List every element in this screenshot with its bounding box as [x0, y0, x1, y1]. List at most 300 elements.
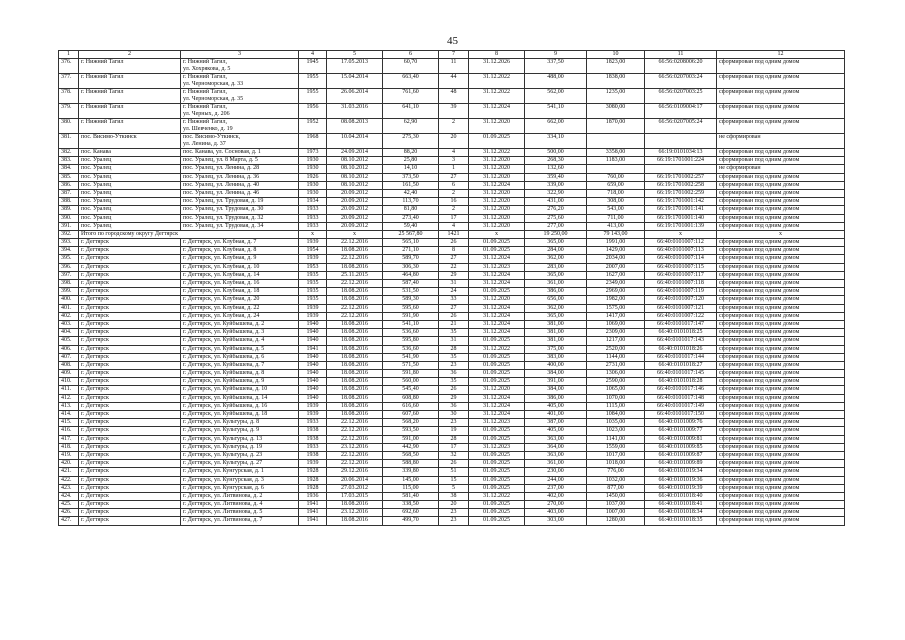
table-cell: г. Дегтярск: [79, 320, 181, 328]
table-cell: 22.12.2016: [327, 427, 383, 435]
table-cell: 589,30: [383, 296, 439, 304]
table-cell: 421.: [59, 468, 79, 476]
table-cell: сформирован под одним домом: [717, 345, 845, 353]
table-row: [59, 263, 845, 271]
table-cell: 20: [439, 134, 469, 149]
page-number: 45: [447, 35, 458, 47]
table-cell: 01.09.2025: [469, 476, 525, 484]
table-cell: 365,00: [525, 271, 587, 279]
table-cell: 08.10.2012: [327, 173, 383, 181]
table-cell: 568,50: [383, 451, 439, 459]
table-cell: пос. Канава, ул. Сосновая, д. 1: [181, 149, 299, 157]
table-cell: 571,50: [383, 361, 439, 369]
table-cell: 379.: [59, 104, 79, 119]
table-cell: сформирован под одним домом: [717, 206, 845, 214]
table-cell: 18.08.2016: [327, 411, 383, 419]
table-cell: г. Нижний Тагил, ул. Хохрякова, д. 5: [181, 59, 299, 74]
table-cell: 361,00: [525, 280, 587, 288]
table-cell: 381,00: [525, 329, 587, 337]
table-cell: 31.12.2024: [469, 271, 525, 279]
table-row: [59, 165, 845, 173]
table-cell: 1930: [299, 157, 327, 165]
table-cell: 1627,00: [587, 271, 645, 279]
table-cell: 66:40:0101007:118: [645, 280, 717, 288]
housing-registry-table: [58, 50, 845, 526]
table-cell: г. Дегтярск: [79, 460, 181, 468]
table-cell: сформирован под одним домом: [717, 157, 845, 165]
table-row: [59, 222, 845, 230]
table-cell: 1417,00: [587, 312, 645, 320]
table-cell: 3358,00: [587, 149, 645, 157]
table-cell: пос. Уралец, ул. Ленина, д. 28: [181, 165, 299, 173]
table-cell: 18.08.2016: [327, 263, 383, 271]
table-cell: 18.08.2016: [327, 296, 383, 304]
table-row: [59, 361, 845, 369]
table-cell: г. Дегтярск, ул. Культуры, д. 27: [181, 460, 299, 468]
table-cell: 595,60: [383, 304, 439, 312]
table-cell: г. Дегтярск: [79, 239, 181, 247]
table-cell: 1935: [299, 296, 327, 304]
table-cell: сформирован под одним домом: [717, 280, 845, 288]
table-cell: г. Нижний Тагил: [79, 59, 181, 74]
table-cell: 1032,00: [587, 476, 645, 484]
table-cell: г. Нижний Тагил: [79, 119, 181, 134]
table-cell: 31.12.2023: [469, 263, 525, 271]
table-cell: 400,00: [525, 361, 587, 369]
table-cell: г. Дегтярск, ул. Клубная, д. 24: [181, 312, 299, 320]
table-cell: 20.09.2012: [327, 198, 383, 206]
table-row: [59, 89, 845, 104]
table-cell: г. Нижний Тагил, ул. Черных, д. 206: [181, 104, 299, 119]
table-cell: г. Дегтярск: [79, 353, 181, 361]
table-cell: 28: [439, 435, 469, 443]
table-cell: 17.03.2015: [327, 492, 383, 500]
table-cell: 3080,00: [587, 104, 645, 119]
table-cell: 1069,00: [587, 320, 645, 328]
table-cell: 373,50: [383, 173, 439, 181]
table-cell: пос. Уралец, ул. Ленина, д. 46: [181, 189, 299, 197]
table-cell: 499,70: [383, 517, 439, 525]
table-row: [59, 271, 845, 279]
table-cell: 08.10.2012: [327, 165, 383, 173]
table-cell: 20: [439, 501, 469, 509]
table-cell: 1183,00: [587, 157, 645, 165]
table-cell: 1217,00: [587, 337, 645, 345]
table-cell: 113,70: [383, 198, 439, 206]
table-cell: 401,00: [525, 411, 587, 419]
table-cell: сформирован под одним домом: [717, 460, 845, 468]
table-cell: 414.: [59, 411, 79, 419]
table-cell: сформирован под одним домом: [717, 312, 845, 320]
table-cell: сформирован под одним домом: [717, 149, 845, 157]
table-cell: г. Дегтярск, ул. Культуры, д. 8: [181, 419, 299, 427]
table-cell: 08.10.2012: [327, 157, 383, 165]
table-cell: 81,80: [383, 206, 439, 214]
table-cell: 591,00: [383, 435, 439, 443]
table-cell: 270,00: [525, 501, 587, 509]
table-cell: 1933: [299, 222, 327, 230]
table-cell: 29: [439, 394, 469, 402]
table-cell: 31.12.2020: [469, 214, 525, 222]
table-cell: 66:56:0109004:17: [645, 104, 717, 119]
table-cell: 426.: [59, 509, 79, 517]
table-cell: 1941: [299, 501, 327, 509]
table-cell: г. Нижний Тагил, ул. Черноморская, д. 35: [181, 89, 299, 104]
table-cell: 22.12.2016: [327, 451, 383, 459]
table-cell: 25 567,80: [383, 230, 439, 238]
table-cell: г. Дегтярск: [79, 411, 181, 419]
table-cell: 66:19:1701001:224: [645, 157, 717, 165]
table-cell: 66:40:0101009:77: [645, 427, 717, 435]
table-row: [59, 59, 845, 74]
table-cell: 591,90: [383, 312, 439, 320]
column-number-cell: 2: [79, 51, 181, 59]
table-cell: сформирован под одним домом: [717, 89, 845, 104]
table-cell: 424.: [59, 492, 79, 500]
table-cell: 66:56:0207003:25: [645, 89, 717, 104]
table-cell: сформирован под одним домом: [717, 181, 845, 189]
table-cell: 01.09.2025: [469, 451, 525, 459]
table-row: [59, 119, 845, 134]
table-cell: 377.: [59, 74, 79, 89]
table-cell: 1940: [299, 361, 327, 369]
table-cell: 66:40:0101018:27: [645, 361, 717, 369]
table-cell: 25.11.2015: [327, 271, 383, 279]
table-cell: 66:40:0101019:34: [645, 468, 717, 476]
table-cell: 2: [439, 189, 469, 197]
table-cell: 1280,00: [587, 517, 645, 525]
table-cell: 31.12.2024: [469, 181, 525, 189]
table-cell: г. Дегтярск, ул. Куйбышева, д. 10: [181, 386, 299, 394]
table-cell: г. Дегтярск, ул. Клубная, д. 9: [181, 255, 299, 263]
table-cell: 32: [439, 451, 469, 459]
table-cell: 2590,00: [587, 378, 645, 386]
table-cell: 66:19:0101034:13: [645, 149, 717, 157]
table-cell: 1141,00: [587, 435, 645, 443]
table-cell: 608,80: [383, 394, 439, 402]
table-cell: 387.: [59, 189, 79, 197]
table-cell: 394.: [59, 247, 79, 255]
table-cell: 536,60: [383, 345, 439, 353]
table-cell: сформирован под одним домом: [717, 353, 845, 361]
table-cell: 66:40:0101017:147: [645, 320, 717, 328]
table-cell: 405,00: [525, 402, 587, 410]
table-cell: сформирован под одним домом: [717, 189, 845, 197]
table-cell: 48: [439, 89, 469, 104]
table-cell: 20.09.2012: [327, 214, 383, 222]
table-cell: 1968: [299, 134, 327, 149]
table-row: [59, 484, 845, 492]
table-cell: сформирован под одним домом: [717, 394, 845, 402]
table-cell: 1065,00: [587, 386, 645, 394]
table-cell: 88,20: [383, 149, 439, 157]
table-cell: г. Дегтярск: [79, 271, 181, 279]
table-cell: 541,90: [383, 353, 439, 361]
table-cell: 66:40:0101018:35: [645, 517, 717, 525]
table-cell: 1945: [299, 59, 327, 74]
table-cell: 66:40:0101007:121: [645, 304, 717, 312]
table-cell: 383.: [59, 157, 79, 165]
table-cell: пос. Уралец, ул. Трудовая, д. 19: [181, 198, 299, 206]
table-cell: сформирован под одним домом: [717, 484, 845, 492]
table-cell: не сформирован: [717, 134, 845, 149]
column-number-row: [59, 51, 845, 59]
table-cell: 1429,00: [587, 247, 645, 255]
table-cell: сформирован под одним домом: [717, 198, 845, 206]
table-cell: 1954: [299, 247, 327, 255]
table-cell: 408.: [59, 361, 79, 369]
table-cell: г. Дегтярск, ул. Культуры, д. 23: [181, 451, 299, 459]
table-cell: 663,40: [383, 74, 439, 89]
table-cell: 418.: [59, 443, 79, 451]
table-cell: 419.: [59, 451, 79, 459]
table-cell: [645, 165, 717, 173]
table-cell: г. Дегтярск, ул. Куйбышева, д. 14: [181, 394, 299, 402]
table-cell: 27: [439, 304, 469, 312]
table-cell: 423.: [59, 484, 79, 492]
table-cell: 541,10: [525, 104, 587, 119]
table-cell: 01.09.2025: [469, 370, 525, 378]
table-cell: 1940: [299, 386, 327, 394]
table-cell: г. Дегтярск, ул. Литвинова, д. 7: [181, 517, 299, 525]
table-row: [59, 320, 845, 328]
table-cell: пос. Уралец: [79, 189, 181, 197]
table-row: [59, 402, 845, 410]
table-cell: г. Дегтярск: [79, 517, 181, 525]
table-cell: г. Дегтярск, ул. Куйбышева, д. 16: [181, 402, 299, 410]
table-cell: г. Дегтярск: [79, 263, 181, 271]
table-cell: 60,70: [383, 59, 439, 74]
table-cell: г. Дегтярск: [79, 451, 181, 459]
table-cell: 22.12.2016: [327, 435, 383, 443]
table-cell: сформирован под одним домом: [717, 419, 845, 427]
table-cell: г. Дегтярск, ул. Культуры, д. 19: [181, 443, 299, 451]
table-cell: 31: [439, 337, 469, 345]
table-cell: 1930: [299, 165, 327, 173]
table-cell: г. Дегтярск, ул. Клубная, д. 20: [181, 296, 299, 304]
table-cell: 18.08.2016: [327, 329, 383, 337]
table-cell: 1928: [299, 484, 327, 492]
table-cell: 362,00: [525, 255, 587, 263]
table-cell: 387,00: [525, 419, 587, 427]
table-cell: 18.08.2016: [327, 320, 383, 328]
table-cell: 659,00: [587, 181, 645, 189]
table-cell: 541,10: [383, 320, 439, 328]
table-cell: 01.09.2025: [469, 509, 525, 517]
table-cell: г. Дегтярск, ул. Литвинова, д. 2: [181, 492, 299, 500]
table-cell: пос. Уралец: [79, 165, 181, 173]
table-cell: [587, 134, 645, 149]
table-cell: 2520,00: [587, 345, 645, 353]
table-cell: сформирован под одним домом: [717, 239, 845, 247]
table-cell: 35: [439, 329, 469, 337]
table-cell: 543,00: [587, 206, 645, 214]
table-cell: 66:40:0101007:114: [645, 255, 717, 263]
table-cell: 1930: [299, 181, 327, 189]
table-cell: 66:19:1701001:139: [645, 222, 717, 230]
table-cell: x: [469, 230, 525, 238]
table-cell: 1940: [299, 320, 327, 328]
column-number-cell: 8: [469, 51, 525, 59]
table-cell: сформирован под одним домом: [717, 214, 845, 222]
table-cell: 66:40:0101018:26: [645, 345, 717, 353]
table-cell: 776,00: [587, 468, 645, 476]
table-cell: 718,00: [587, 189, 645, 197]
table-row: [59, 206, 845, 214]
table-cell: г. Дегтярск, ул. Куйбышева, д. 7: [181, 361, 299, 369]
table-cell: 2309,00: [587, 329, 645, 337]
table-cell: сформирован под одним домом: [717, 304, 845, 312]
table-cell: 66:19:1701002:257: [645, 173, 717, 181]
table-row: [59, 468, 845, 476]
table-cell: 66:40:0101018:28: [645, 378, 717, 386]
table-row: [59, 173, 845, 181]
table-cell: 303,00: [525, 517, 587, 525]
table-row: [59, 386, 845, 394]
table-cell: г. Дегтярск: [79, 304, 181, 312]
table-cell: 1838,00: [587, 74, 645, 89]
table-cell: 31.12.2024: [469, 402, 525, 410]
table-cell: 18.08.2016: [327, 394, 383, 402]
table-row: [59, 517, 845, 525]
table-cell: 381,00: [525, 337, 587, 345]
table-cell: 442,90: [383, 443, 439, 451]
table-cell: 59,40: [383, 222, 439, 230]
column-number-cell: 4: [299, 51, 327, 59]
table-cell: 31.12.2020: [469, 157, 525, 165]
table-cell: 1941: [299, 517, 327, 525]
table-cell: 1450,00: [587, 492, 645, 500]
table-cell: сформирован под одним домом: [717, 296, 845, 304]
table-cell: г. Дегтярск, ул. Клубная, д. 7: [181, 239, 299, 247]
table-cell: 36: [439, 402, 469, 410]
table-cell: г. Нижний Тагил, ул. Черноморская, д. 33: [181, 74, 299, 89]
table-cell: сформирован под одним домом: [717, 476, 845, 484]
table-cell: пос. Канава: [79, 149, 181, 157]
table-cell: 398.: [59, 280, 79, 288]
table-cell: 1007,00: [587, 509, 645, 517]
table-cell: 23: [439, 419, 469, 427]
table-cell: 1926: [299, 173, 327, 181]
table-body: [59, 51, 845, 526]
table-cell: 1935: [299, 288, 327, 296]
table-cell: 22.12.2016: [327, 239, 383, 247]
column-number-cell: 10: [587, 51, 645, 59]
table-cell: 761,60: [383, 89, 439, 104]
table-cell: 1955: [299, 74, 327, 89]
table-cell: 17: [439, 443, 469, 451]
table-cell: 20.09.2012: [327, 189, 383, 197]
table-cell: 27: [439, 255, 469, 263]
table-cell: пос. Уралец, ул. Трудовая, д. 32: [181, 214, 299, 222]
table-row: [59, 435, 845, 443]
table-cell: 402,00: [525, 492, 587, 500]
table-row: [59, 198, 845, 206]
table-cell: 01.09.2025: [469, 427, 525, 435]
table-cell: 23.12.2016: [327, 443, 383, 451]
table-cell: 31.12.2020: [469, 386, 525, 394]
table-cell: 283,00: [525, 263, 587, 271]
table-cell: 536,60: [383, 329, 439, 337]
table-cell: 399.: [59, 288, 79, 296]
table-cell: 389.: [59, 206, 79, 214]
column-number-cell: 3: [181, 51, 299, 59]
table-cell: 334,10: [525, 134, 587, 149]
table-cell: 422.: [59, 476, 79, 484]
table-cell: 132,60: [525, 165, 587, 173]
table-cell: 31.03.2016: [327, 104, 383, 119]
table-cell: 24.09.2014: [327, 149, 383, 157]
table-cell: 66:40:0101009:87: [645, 451, 717, 459]
table-cell: 1933: [299, 214, 327, 222]
table-cell: 271,10: [383, 247, 439, 255]
table-cell: 18.08.2016: [327, 501, 383, 509]
table-cell: 1235,00: [587, 89, 645, 104]
table-cell: 5: [439, 484, 469, 492]
table-cell: 593,50: [383, 427, 439, 435]
table-row: [59, 104, 845, 119]
table-cell: 08.10.2012: [327, 181, 383, 189]
table-cell: 79 143,00: [587, 230, 645, 238]
table-row: [59, 460, 845, 468]
table-cell: сформирован под одним домом: [717, 74, 845, 89]
table-cell: 1928: [299, 468, 327, 476]
table-cell: 396.: [59, 263, 79, 271]
table-cell: г. Дегтярск, ул. Кунгурская, д. 6: [181, 484, 299, 492]
table-cell: 568,20: [383, 419, 439, 427]
table-row: [59, 353, 845, 361]
table-cell: 275,30: [383, 134, 439, 149]
table-cell: 1941: [299, 509, 327, 517]
table-row: [59, 394, 845, 402]
table-cell: 6: [439, 181, 469, 189]
table-cell: 66:40:0101007:119: [645, 288, 717, 296]
table-cell: 62,90: [383, 119, 439, 134]
table-cell: 27: [439, 173, 469, 181]
table-cell: г. Дегтярск: [79, 378, 181, 386]
table-cell: сформирован под одним домом: [717, 119, 845, 134]
table-cell: 36: [439, 370, 469, 378]
table-cell: 15.04.2014: [327, 74, 383, 89]
table-row: [59, 134, 845, 149]
table-cell: г. Дегтярск: [79, 247, 181, 255]
table-cell: 395.: [59, 255, 79, 263]
table-cell: 66:56:0207005:24: [645, 119, 717, 134]
table-cell: 1941: [299, 345, 327, 353]
table-cell: 2034,00: [587, 255, 645, 263]
table-cell: 363,00: [525, 435, 587, 443]
table-cell: 31.12.2024: [469, 280, 525, 288]
table-row: [59, 230, 845, 238]
table-cell: 22: [439, 263, 469, 271]
table-cell: x: [717, 230, 845, 238]
table-cell: 20.06.2014: [327, 476, 383, 484]
table-cell: 115,00: [383, 484, 439, 492]
table-cell: 391.: [59, 222, 79, 230]
table-row: [59, 189, 845, 197]
table-row: [59, 312, 845, 320]
table-cell: 410.: [59, 378, 79, 386]
table-cell: 23: [439, 517, 469, 525]
table-cell: 362,00: [525, 304, 587, 312]
table-cell: 66:40:0101018:40: [645, 492, 717, 500]
table-cell: 31.12.2023: [469, 443, 525, 451]
table-cell: 23: [439, 509, 469, 517]
table-cell: 28: [439, 345, 469, 353]
table-cell: сформирован под одним домом: [717, 517, 845, 525]
table-cell: пос. Уралец, ул. 8 Марта, д. 5: [181, 157, 299, 165]
table-cell: 1940: [299, 370, 327, 378]
